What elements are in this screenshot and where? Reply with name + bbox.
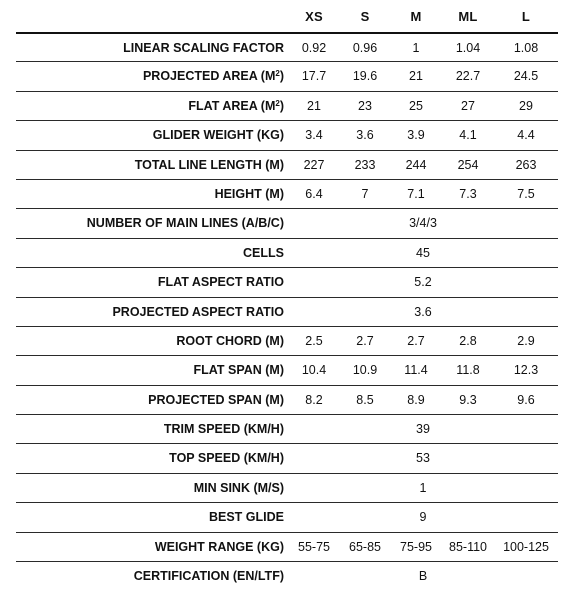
row-label: WEIGHT RANGE (KG) xyxy=(154,539,284,554)
cell-value: 7.1 xyxy=(407,186,425,201)
row-label: HEIGHT (M) xyxy=(214,186,284,201)
table-row xyxy=(16,32,558,61)
table-row xyxy=(16,208,558,237)
row-label: FLAT SPAN (M) xyxy=(193,363,284,378)
table-row xyxy=(16,267,558,296)
table-row xyxy=(16,443,558,472)
cell-value: 0.92 xyxy=(301,41,327,55)
cell-value: 2.7 xyxy=(407,333,425,348)
row-label: TOP SPEED (KM/H) xyxy=(169,451,284,466)
shared-value: 3/4/3 xyxy=(409,216,437,231)
row-label: NUMBER OF MAIN LINES (A/B/C) xyxy=(86,216,284,231)
shared-value: 39 xyxy=(416,422,430,437)
cell-value: 7 xyxy=(361,186,369,201)
cell-value: 17.7 xyxy=(301,69,327,84)
cell-value: 227 xyxy=(303,157,325,172)
cell-value: 25 xyxy=(409,98,423,113)
cell-value: 10.9 xyxy=(352,363,378,378)
cell-value: 12.3 xyxy=(513,363,539,378)
cell-value: 0.96 xyxy=(352,41,378,55)
cell-value: 21 xyxy=(409,69,423,84)
superscript: 2 xyxy=(275,69,280,79)
shared-value: 3.6 xyxy=(414,304,432,319)
cell-value: 22.7 xyxy=(455,69,481,84)
table-row xyxy=(16,120,558,149)
table-row xyxy=(16,326,558,355)
row-label: BEST GLIDE xyxy=(208,510,284,525)
cell-value: 3.9 xyxy=(407,128,425,143)
cell-value: 23 xyxy=(358,98,372,113)
table-row xyxy=(16,150,558,179)
cell-value: 8.2 xyxy=(305,392,323,407)
cell-value: 2.9 xyxy=(517,333,535,348)
cell-value: 263 xyxy=(515,157,537,172)
cell-value: 85-110 xyxy=(449,539,487,554)
table-row xyxy=(16,238,558,267)
cell-value: 19.6 xyxy=(352,69,378,84)
row-label: MIN SINK (M/S) xyxy=(193,480,284,495)
row-label: CELLS xyxy=(243,245,284,260)
shared-value: 45 xyxy=(416,245,430,260)
table-row xyxy=(16,297,558,326)
cell-value: 7.5 xyxy=(517,186,535,201)
cell-value: 75-95 xyxy=(400,539,432,554)
row-label: PROJECTED AREA $(M^2)$ xyxy=(142,69,284,84)
cell-value: 1.04 xyxy=(455,41,481,55)
cell-value: 27 xyxy=(461,98,475,113)
table-row xyxy=(16,91,558,120)
cell-value: 2.7 xyxy=(356,333,374,348)
shared-value: 5.2 xyxy=(414,275,432,290)
column-header-s: S xyxy=(360,9,370,24)
cell-value: 1 xyxy=(412,41,420,55)
cell-value: 11.4 xyxy=(404,363,428,378)
row-label: PROJECTED SPAN (M) xyxy=(148,392,284,407)
column-header-ml: ML xyxy=(458,9,478,24)
cell-value: 9.6 xyxy=(517,392,535,407)
cell-value: 244 xyxy=(405,157,427,172)
row-label: CERTIFICATION (EN/LTF) xyxy=(133,569,284,584)
cell-value: 6.4 xyxy=(305,186,323,201)
cell-value: 2.5 xyxy=(305,333,323,348)
cell-value: 21 xyxy=(307,98,321,113)
table-row xyxy=(16,61,558,90)
column-header-xs: XS xyxy=(305,9,323,24)
cell-value: 4.1 xyxy=(459,128,477,143)
row-label: TRIM SPEED (KM/H) xyxy=(163,422,284,437)
cell-value: 254 xyxy=(457,157,479,172)
shared-value: 1 xyxy=(419,480,427,495)
specifications-table xyxy=(16,32,558,590)
cell-value: 1.08 xyxy=(513,41,539,55)
table-row xyxy=(16,473,558,502)
cell-value: 3.6 xyxy=(356,128,374,143)
shared-value: 53 xyxy=(416,451,430,466)
cell-value: 24.5 xyxy=(513,69,539,84)
table-row xyxy=(16,414,558,443)
cell-value: 10.4 xyxy=(301,363,327,378)
table-row xyxy=(16,561,558,590)
cell-value: 8.9 xyxy=(407,392,425,407)
table-row xyxy=(16,179,558,208)
cell-value: 233 xyxy=(354,157,376,172)
shared-value: 9 xyxy=(419,510,427,525)
shared-value: B xyxy=(418,569,428,584)
table-row xyxy=(16,385,558,414)
row-label: LINEAR SCALING FACTOR xyxy=(123,41,284,55)
cell-value: 3.4 xyxy=(305,128,323,143)
table-row xyxy=(16,502,558,531)
row-label: GLIDER WEIGHT (KG) xyxy=(152,128,284,143)
cell-value: 4.4 xyxy=(517,128,535,143)
row-label: FLAT ASPECT RATIO xyxy=(157,275,284,290)
cell-value: 65-85 xyxy=(349,539,381,554)
cell-value: 7.3 xyxy=(459,186,477,201)
row-label: TOTAL LINE LENGTH (M) xyxy=(134,157,284,172)
row-label: ROOT CHORD (M) xyxy=(176,333,284,348)
cell-value: 100-125 xyxy=(503,539,549,554)
size-header-row xyxy=(0,0,574,32)
table-row xyxy=(16,355,558,384)
superscript: 2 xyxy=(275,98,280,108)
row-label: FLAT AREA $(M^2)$ xyxy=(188,98,284,113)
cell-value: 55-75 xyxy=(298,539,330,554)
cell-value: 29 xyxy=(519,98,533,113)
column-header-m: M xyxy=(410,9,422,24)
cell-value: 9.3 xyxy=(459,392,477,407)
row-label: PROJECTED ASPECT RATIO xyxy=(112,304,284,319)
cell-value: 11.8 xyxy=(456,363,480,378)
column-header-l: L xyxy=(521,9,531,24)
table-row xyxy=(16,532,558,561)
cell-value: 8.5 xyxy=(356,392,374,407)
cell-value: 2.8 xyxy=(459,333,477,348)
